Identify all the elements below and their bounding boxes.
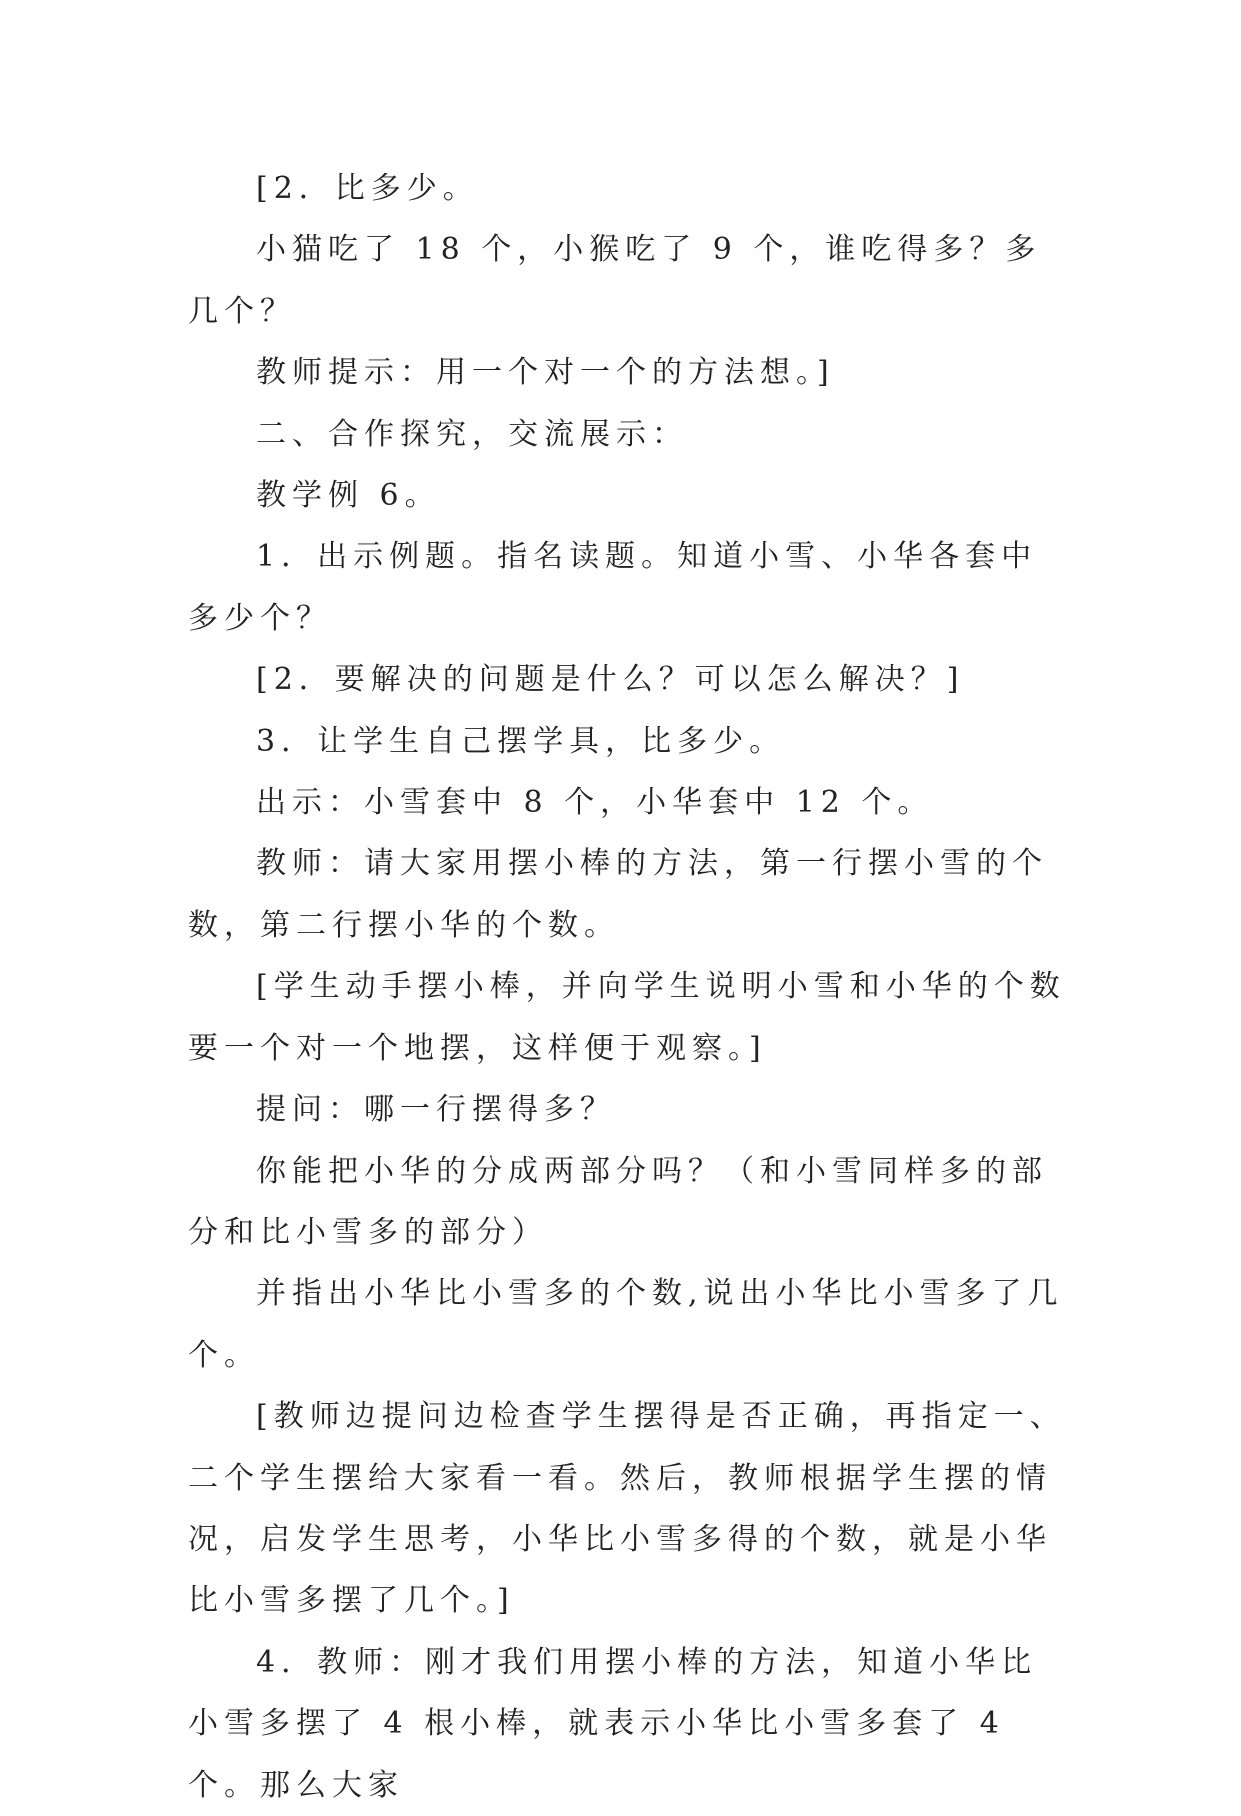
paragraph-1: [2．比多少。: [256, 171, 479, 206]
paragraph-3: 教师提示：用一个对一个的方法想。]: [256, 355, 835, 391]
paragraph-8: 3．让学生自己摆学具，比多少。: [256, 723, 786, 759]
paragraph-2: 小猫吃了 18 个，小猴吃了 9 个，谁吃得多？多几个？: [188, 232, 1042, 329]
paragraph-4: 二、合作探究，交流展示：: [256, 416, 688, 452]
paragraph-16: 4．教师：刚才我们用摆小棒的方法，知道小华比小雪多摆了 4 根小棒，就表示小华比小雪多套了 4 个。那么大家: [188, 1644, 1038, 1803]
paragraph-15: [教师边提问边检查学生摆得是否正确，再指定一、二个学生摆给大家看一看。然后，教师根据学生摆的情况，启发学生思考，小华比小雪多得的个数，就是小华比小雪多摆了几个。]: [188, 1399, 1066, 1619]
paragraph-7: [2．要解决的问题是什么？可以怎么解决？]: [256, 662, 965, 698]
paragraph-9: 出示：小雪套中 8 个，小华套中 12 个。: [256, 785, 934, 821]
paragraph-6: 1．出示例题。指名读题。知道小雪、小华各套中多少个？: [188, 539, 1038, 636]
paragraph-11: [学生动手摆小棒，并向学生说明小雪和小华的个数要一个对一个地摆，这样便于观察。]: [188, 969, 1066, 1066]
document-body: [188, 158, 1068, 1816]
paragraph-10: 教师：请大家用摆小棒的方法，第一行摆小雪的个数，第二行摆小华的个数。: [188, 846, 1048, 943]
paragraph-13: 你能把小华的分成两部分吗？（和小雪同样多的部分和比小雪多的部分）: [188, 1153, 1048, 1250]
paragraph-5: 教学例 6。: [256, 478, 441, 514]
paragraph-14: 并指出小华比小雪多的个数,说出小华比小雪多了几个。: [188, 1276, 1064, 1373]
paragraph-12: 提问：哪一行摆得多？: [256, 1092, 616, 1128]
